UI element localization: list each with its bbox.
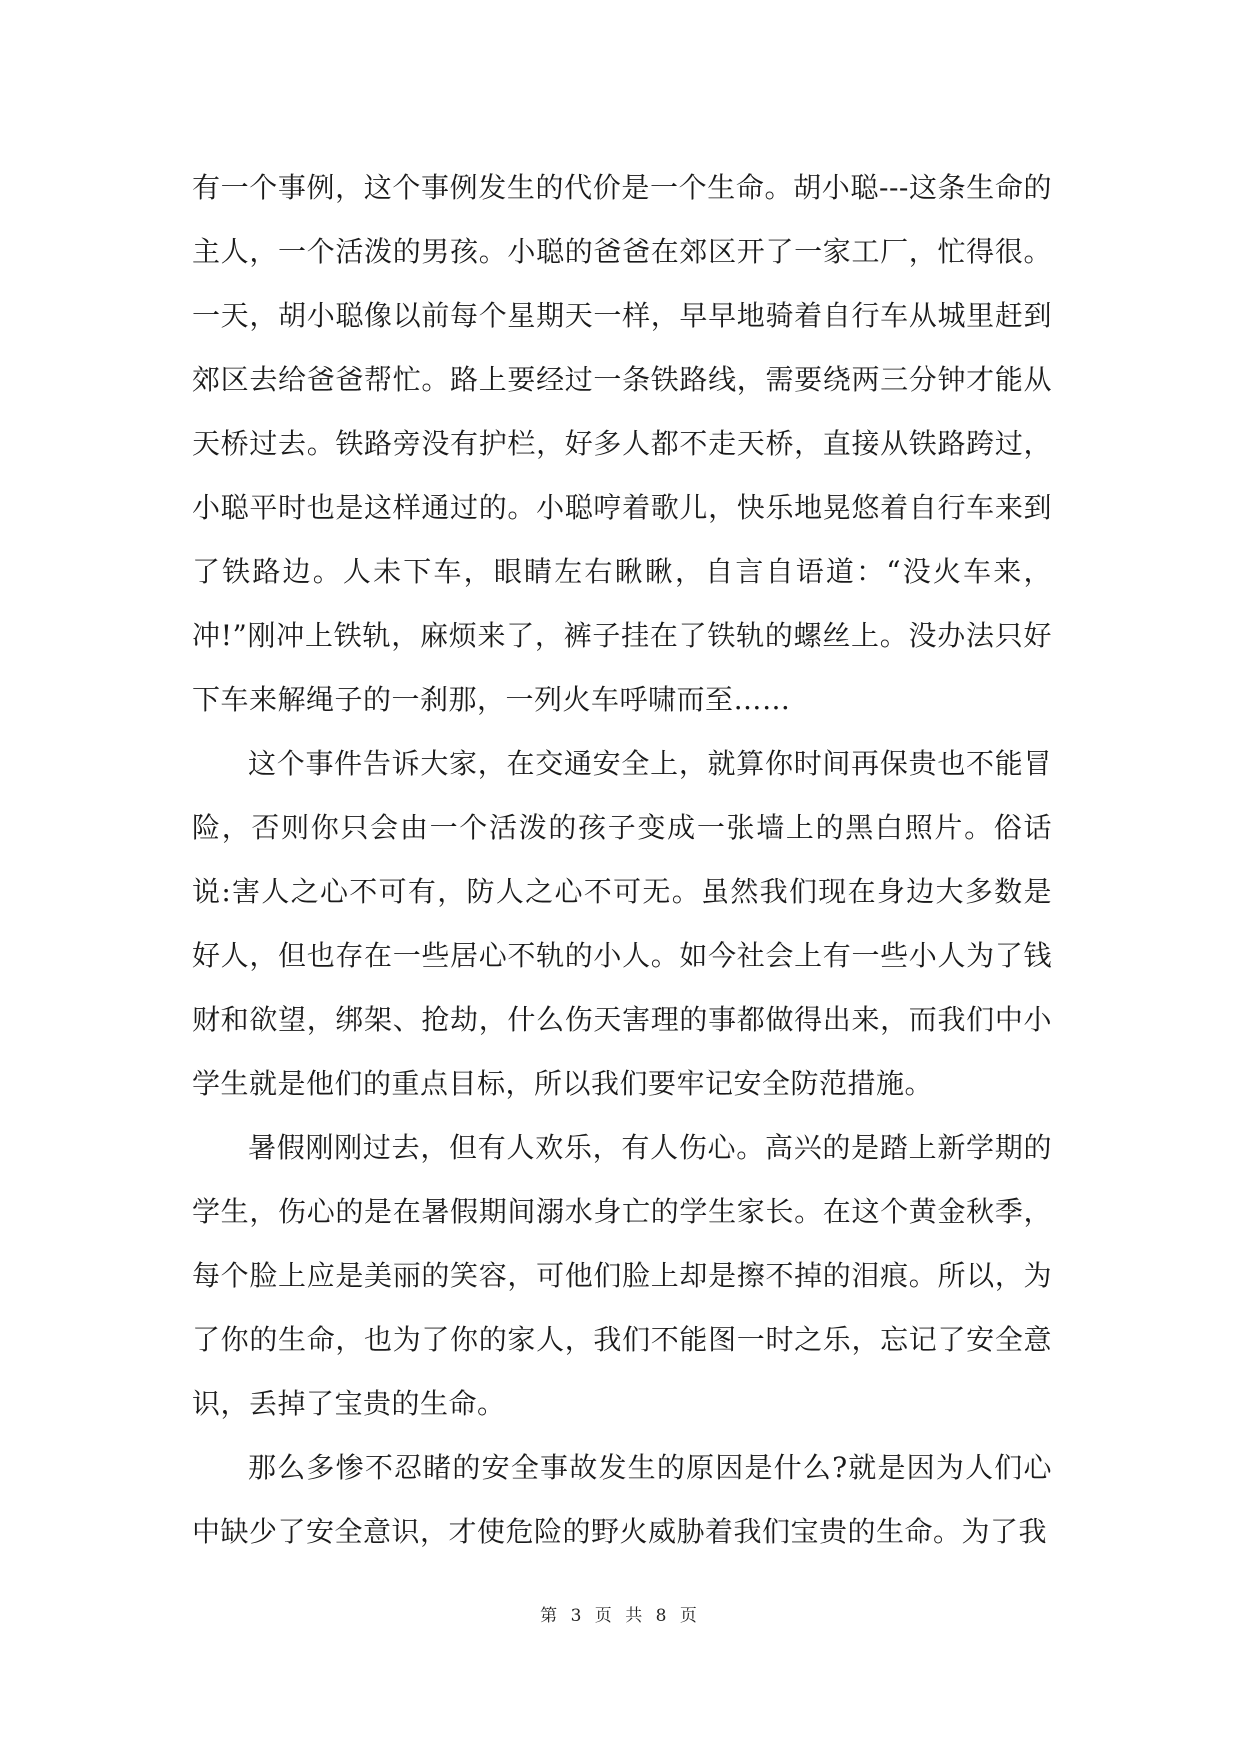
paragraph-1: 有一个事例，这个事例发生的代价是一个生命。胡小聪---这条生命的主人，一个活泼的男孩。小聪的爸爸在郊区开了一家工厂，忙得很。一天，胡小聪像以前每个星期天一样，早早地骑着自行车从城里赶到郊区去给爸爸帮忙。路上要经过一条铁路线，需要绕两三分钟才能从天桥过去。铁路旁没有护栏，好多人都不走天桥，直接从铁路跨过，小聪平时也是这样通过的。小聪哼着歌儿，快乐地晃悠着自行车来到了铁路边。人未下车，眼睛左右瞅瞅，自言自语道：“没火车来，冲!”刚冲上铁轨，麻烦来了，裤子挂在了铁轨的螺丝上。没办法只好下车来解绳子的一刹那，一列火车呼啸而至…… (192, 171, 1052, 716)
document-body (192, 156, 1052, 1564)
paragraph-3: 暑假刚刚过去，但有人欢乐，有人伤心。高兴的是踏上新学期的学生，伤心的是在暑假期间溺水身亡的学生家长。在这个黄金秋季，每个脸上应是美丽的笑容，可他们脸上却是擦不掉的泪痕。所以，为了你的生命，也为了你的家人，我们不能图一时之乐，忘记了安全意识，丢掉了宝贵的生命。 (192, 1131, 1052, 1420)
paragraph-2: 这个事件告诉大家，在交通安全上，就算你时间再保贵也不能冒险，否则你只会由一个活泼的孩子变成一张墙上的黑白照片。俗话说:害人之心不可有，防人之心不可无。虽然我们现在身边大多数是好人，但也存在一些居心不轨的小人。如今社会上有一些小人为了钱财和欲望，绑架、抢劫，什么伤天害理的事都做得出来，而我们中小学生就是他们的重点目标，所以我们要牢记安全防范措施。 (192, 747, 1052, 1100)
paragraph-4: 那么多惨不忍睹的安全事故发生的原因是什么?就是因为人们心中缺少了安全意识，才使危险的野火威胁着我们宝贵的生命。为了我 (192, 1451, 1052, 1548)
page-number-footer: 第 3 页 共 8 页 (540, 1606, 701, 1626)
